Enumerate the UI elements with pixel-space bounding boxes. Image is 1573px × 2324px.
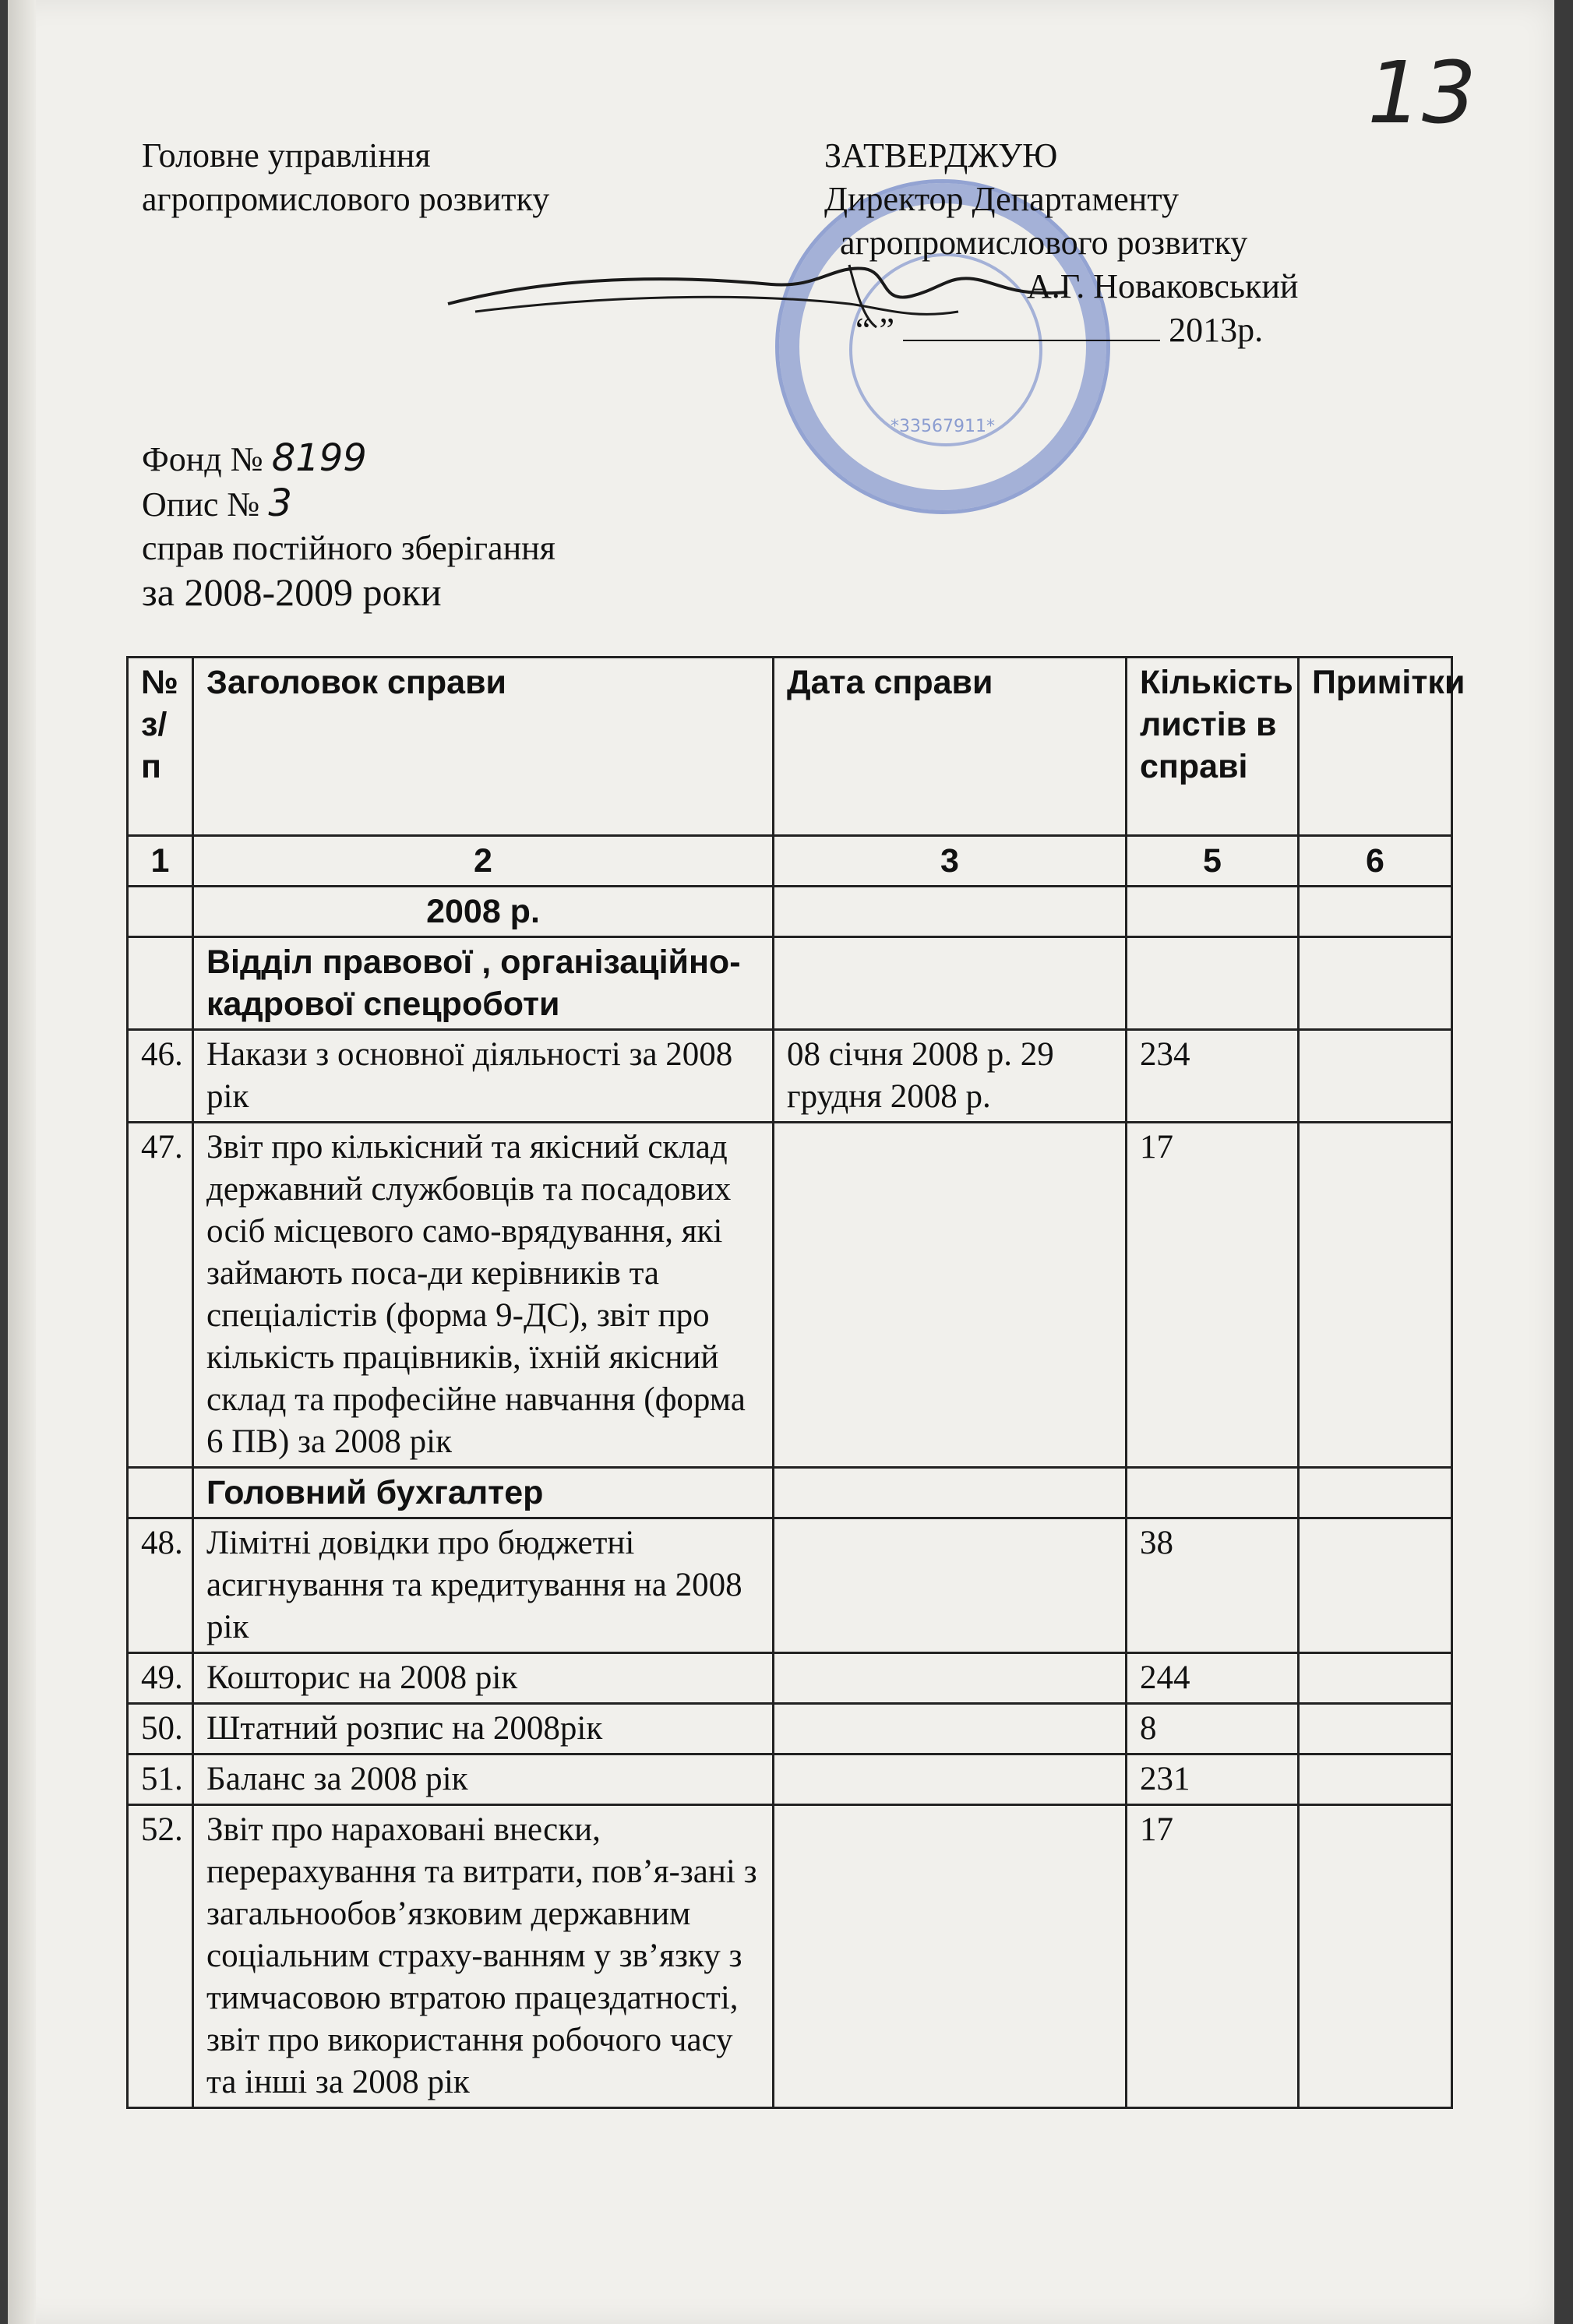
table-row [128,1704,1452,1754]
record-sheets: 38 [1127,1518,1299,1653]
notes-cell [1299,1468,1452,1518]
record-notes [1299,1805,1452,2108]
record-date [774,1518,1127,1653]
document-page [8,0,1554,2324]
organization-line-1: Головне управління [142,136,431,175]
row-number: 52. [128,1805,193,2108]
notes-cell [1299,887,1452,937]
section-title: Головний бухгалтер [193,1468,774,1518]
record-notes [1299,1704,1452,1754]
opys-number: 3 [268,481,292,525]
organization-header [142,134,549,221]
approval-date-line [824,309,1298,352]
record-title: Звіт про кількісний та якісний склад державний службовців та посадових осіб місцевого само-врядування, які займають поса-ди керівників та спеціалістів (форма 9-ДС), звіт про кількість працівників, їхній якісний склад та професійне навчання (форма 6 ПВ) за 2008 рік [193,1123,774,1468]
table-row [128,1754,1452,1805]
record-sheets: 244 [1127,1653,1299,1704]
record-sheets: 17 [1127,1805,1299,2108]
opys-label: Опис № [142,485,260,524]
row-number: 49. [128,1653,193,1704]
seal-code: *33567911* [891,417,995,436]
header-notes: Примітки [1299,658,1452,836]
year-row [128,887,1452,937]
fond-line [142,436,555,481]
record-date [774,1653,1127,1704]
record-title: Кошторис на 2008 рік [193,1653,774,1704]
record-title: Накази з основної діяльності за 2008 рік [193,1030,774,1123]
fond-info [142,436,555,614]
column-number: 5 [1127,836,1299,887]
record-date [774,1704,1127,1754]
record-sheets: 8 [1127,1704,1299,1754]
approver-name: А.Г. Новаковський [1027,267,1299,305]
date-cell [774,1468,1127,1518]
opys-line [142,481,555,527]
row-number: 48. [128,1518,193,1653]
record-notes [1299,1518,1452,1653]
approval-date-quotes: “ ” [855,311,895,349]
header-date: Дата справи [774,658,1127,836]
record-sheets: 231 [1127,1754,1299,1805]
records-table [126,656,1465,2109]
approval-date-year: 2013р. [1169,311,1264,349]
approver-signature-line [824,265,1298,309]
record-title: Лімітні довідки про бюджетні асигнування та кредитування на 2008 рік [193,1518,774,1653]
approval-title: ЗАТВЕРДЖУЮ [824,136,1058,175]
record-title: Звіт про нараховані внески, перерахування та витрати, пов’я-зані з загальнообов’язковим державним соціальним страху-ванням у зв’язку з тимчасовою втратою працездатності, звіт про використання робочого часу та інші за 2008 рік [193,1805,774,2108]
table-row [128,1518,1452,1653]
record-date [774,1754,1127,1805]
section-title: Відділ правової , організаційно-кадрової спецроботи [193,937,774,1030]
record-date: 08 січня 2008 р. 29 грудня 2008 р. [774,1030,1127,1123]
table-row [128,1805,1452,2108]
header-number: № з/п [128,658,193,836]
header-sheets: Кількість листів в справі [1127,658,1299,836]
table-header-row [128,658,1452,836]
fond-period: за 2008-2009 роки [142,570,442,614]
row-number: 51. [128,1754,193,1805]
row-number: 46. [128,1030,193,1123]
approval-block [824,134,1298,352]
record-notes [1299,1123,1452,1468]
year-title: 2008 р. [193,887,774,937]
record-sheets: 234 [1127,1030,1299,1123]
row-number-cell [128,937,193,1030]
approver-position-2: агропромислового розвитку [840,224,1248,262]
record-notes [1299,1653,1452,1704]
row-number: 47. [128,1123,193,1468]
record-sheets: 17 [1127,1123,1299,1468]
approver-position-1: Директор Департаменту [824,180,1179,218]
record-date [774,1123,1127,1468]
sheets-cell [1127,1468,1299,1518]
header-title: Заголовок справи [193,658,774,836]
fond-label: Фонд № [142,440,263,478]
row-number-cell [128,887,193,937]
table-row [128,1123,1452,1468]
page-number-mark: 13 [1367,43,1476,143]
row-number-cell [128,1468,193,1518]
binder-edge [8,0,36,2324]
record-date [774,1805,1127,2108]
column-number: 1 [128,836,193,887]
row-number: 50. [128,1704,193,1754]
sheets-cell [1127,937,1299,1030]
date-cell [774,937,1127,1030]
column-number: 3 [774,836,1127,887]
table-row [128,1653,1452,1704]
organization-line-2: агропромислового розвитку [142,180,550,218]
fond-number: 8199 [271,436,367,480]
record-notes [1299,1030,1452,1123]
section-row [128,937,1452,1030]
record-title: Штатний розпис на 2008рік [193,1704,774,1754]
fond-caption: справ постійного зберігання [142,529,555,567]
section-row [128,1468,1452,1518]
record-title: Баланс за 2008 рік [193,1754,774,1805]
table-row [128,1030,1452,1123]
column-number-row [128,836,1452,887]
record-notes [1299,1754,1452,1805]
date-cell [774,887,1127,937]
column-number: 2 [193,836,774,887]
sheets-cell [1127,887,1299,937]
notes-cell [1299,937,1452,1030]
column-number: 6 [1299,836,1452,887]
